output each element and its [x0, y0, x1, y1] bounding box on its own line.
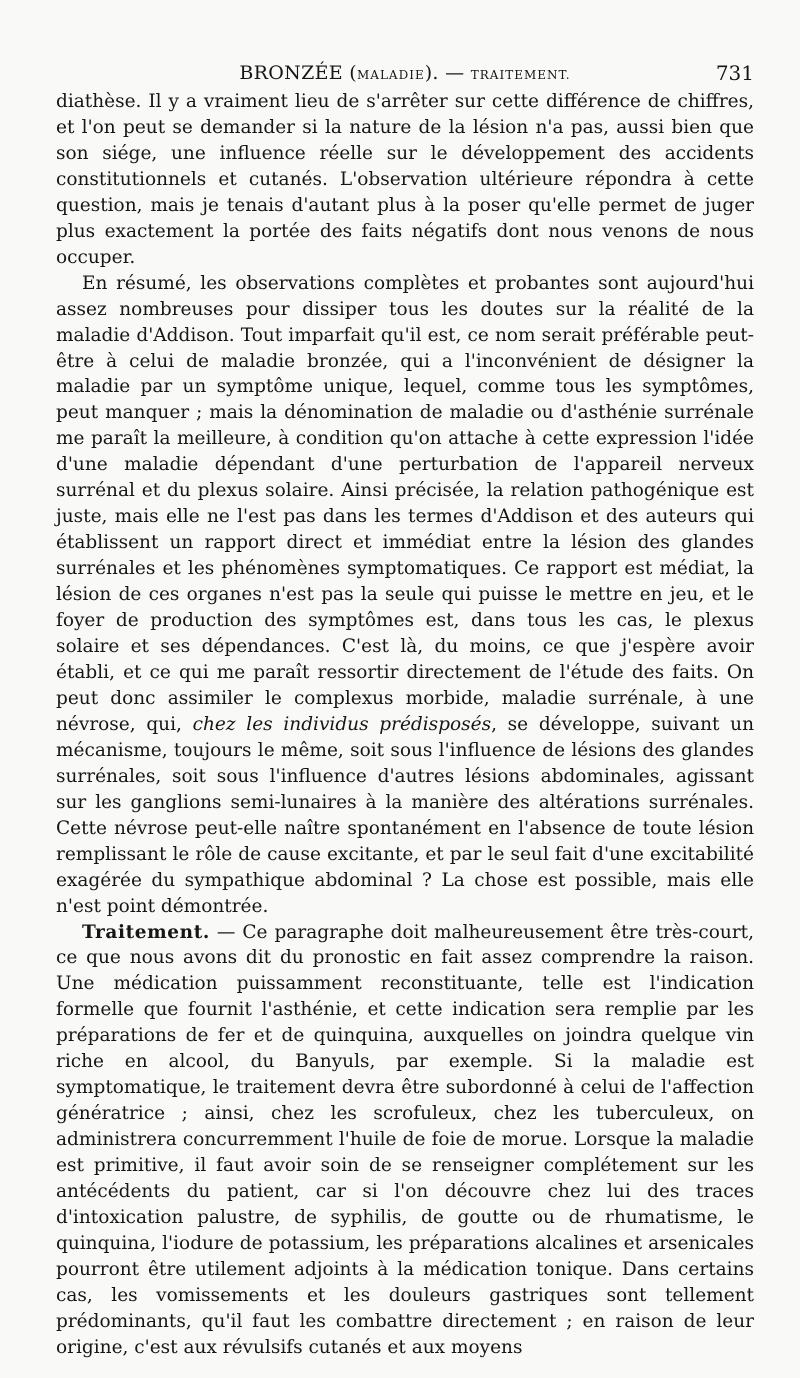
running-head-section: TRAITEMENT.: [470, 68, 571, 82]
paragraph-summary-text: En résumé, les observations complètes et probantes sont aujourd'hui assez nombreuses pour dissiper tous les doutes sur la réalité de la maladie d'Addison. Tout imparfait qu'il est, ce nom serait préférable peut-être à celui de maladie bronzée, qui a l'inconvénient de désigner la maladie par un symptôme unique, lequel, comme tous les symptômes, peut manquer ; mais la dénomination de maladie ou d'asthénie surrénale me paraît la meilleure, à condition qu'on attache à cette expression l'idée d'une maladie dépendant d'une perturbation de l'appareil nerveux surrénal et du plexus solaire. Ainsi précisée, la relation pathogénique est juste, mais elle ne l'est pas dans les termes d'Addison et des auteurs qui établissent un rapport direct et immédiat entre la lésion des glandes surrénales et les phénomènes symptomatiques. Ce rapport est médiat, la lésion de ces organes n'est pas la seule qui puisse le mettre en jeu, et le foyer de production des symptômes est, dans tous les cas, le plexus solaire et ses dépendances. C'est là, du moins, ce que j'espère avoir établi, et ce qui me paraît ressortir directement de l'étude des faits. On peut donc assimiler le complexus morbide, maladie surrénale, à une névrose, qui,: [56, 272, 754, 735]
paragraph-treatment: [56, 920, 754, 1361]
body-text: [56, 89, 754, 1361]
section-title: Traitement.: [82, 921, 210, 943]
page-header: [56, 58, 754, 88]
italic-phrase: chez les individus prédisposés: [192, 713, 492, 735]
paragraph-continuation: diathèse. Il y a vraiment lieu de s'arrêter sur cette différence de chiffres, et l'on peut se demander si la nature de la lésion n'a pas, aussi bien que son siége, une influence réelle sur le développement des accidents constitutionnels et cutanés. L'observation ultérieure répondra à cette question, mais je tenais d'autant plus à la poser qu'elle permet de juger plus exactement la portée des faits négatifs dont nous venons de nous occuper.: [56, 91, 754, 268]
running-head-paren-open: (: [342, 62, 357, 84]
page-number: 731: [715, 61, 754, 85]
running-head: [56, 58, 754, 90]
running-head-paren-close: ). —: [424, 62, 471, 84]
paragraph-summary: [56, 271, 754, 920]
paragraph-summary-text-end: , se développe, suivant un mécanisme, toujours le même, soit sous l'influence de lésions des glandes surrénales, soit sous l'influence d'autres lésions abdominales, agissant sur les ganglions semi-lunaires à la manière des altérations surrénales. Cette névrose peut-elle naître spontanément en l'absence de toute lésion remplissant le rôle de cause excitante, et par le seul fait d'une excitabilité exagérée du sympathique abdominal ? La chose est possible, mais elle n'est point démontrée.: [56, 713, 755, 917]
paragraph-treatment-text: — Ce paragraphe doit malheureusement être très-court, ce que nous avons dit du pronostic en fait assez comprendre la raison. Une médication puissamment reconstituante, telle est l'indication formelle que fournit l'asthénie, et cette indication sera remplie par les préparations de fer et de quinquina, auxquelles on joindra quelque vin riche en alcool, du Banyuls, par exemple. Si la maladie est symptomatique, le traitement devra être subordonné à celui de l'affection génératrice ; ainsi, chez les scrofuleux, chez les tuberculeux, on administrera concurremment l'huile de foie de morue. Lorsque la maladie est primitive, il faut avoir soin de se renseigner complétement sur les antécédents du patient, car si l'on découvre chez lui des traces d'intoxication palustre, de syphilis, de goutte ou de rhumatisme, le quinquina, l'iodure de potassium, les préparations alcalines et arsenicales pourront être utilement adjoints à la médication tonique. Dans certains cas, les vomissements et les douleurs gastriques sont tellement prédominants, qu'il faut les combattre directement ; en raison de leur origine, c'est aux révulsifs cutanés et aux moyens: [56, 921, 754, 1358]
running-head-smallcaps: MALADIE: [357, 68, 425, 82]
running-head-title: BRONZÉE: [239, 62, 343, 84]
